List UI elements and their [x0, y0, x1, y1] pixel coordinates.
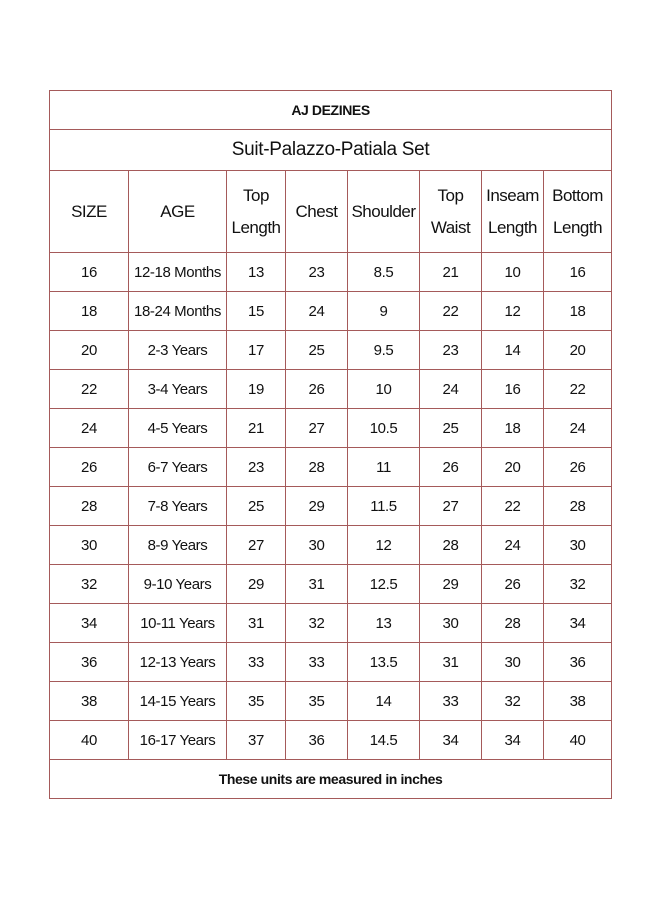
cell-age: 4-5 Years — [129, 409, 227, 448]
cell-shoulder: 8.5 — [348, 253, 420, 292]
cell-top-waist: 31 — [420, 643, 482, 682]
cell-top-waist: 28 — [420, 526, 482, 565]
cell-top-waist: 22 — [420, 292, 482, 331]
column-header-size — [50, 171, 129, 253]
column-header-line: Length — [488, 217, 537, 237]
cell-top-length: 29 — [227, 565, 286, 604]
table-row — [50, 643, 612, 682]
cell-age: 18-24 Months — [129, 292, 227, 331]
size-chart-table — [49, 90, 612, 799]
cell-bottom-length: 34 — [544, 604, 612, 643]
cell-age: 7-8 Years — [129, 487, 227, 526]
cell-shoulder: 12.5 — [348, 565, 420, 604]
cell-top-waist: 27 — [420, 487, 482, 526]
cell-size: 30 — [50, 526, 129, 565]
chart-subtitle: Suit-Palazzo-Patiala Set — [50, 130, 612, 171]
table-row — [50, 253, 612, 292]
cell-top-waist: 30 — [420, 604, 482, 643]
cell-bottom-length: 30 — [544, 526, 612, 565]
cell-shoulder: 11.5 — [348, 487, 420, 526]
cell-size: 40 — [50, 721, 129, 760]
column-header-line: Length — [553, 217, 603, 237]
column-header-line: SIZE — [71, 201, 107, 221]
cell-inseam-length: 32 — [482, 682, 544, 721]
cell-inseam-length: 22 — [482, 487, 544, 526]
cell-shoulder: 9 — [348, 292, 420, 331]
column-header-bottom-length — [544, 171, 612, 253]
cell-chest: 35 — [286, 682, 348, 721]
cell-age: 12-18 Months — [129, 253, 227, 292]
cell-size: 24 — [50, 409, 129, 448]
cell-chest: 32 — [286, 604, 348, 643]
cell-chest: 28 — [286, 448, 348, 487]
cell-shoulder: 13.5 — [348, 643, 420, 682]
column-header-shoulder — [348, 171, 420, 253]
column-header-line: Top — [243, 185, 269, 205]
cell-bottom-length: 16 — [544, 253, 612, 292]
cell-shoulder: 10 — [348, 370, 420, 409]
measurement-note: These units are measured in inches — [50, 760, 612, 799]
cell-age: 8-9 Years — [129, 526, 227, 565]
table-row — [50, 487, 612, 526]
cell-bottom-length: 22 — [544, 370, 612, 409]
cell-size: 38 — [50, 682, 129, 721]
column-header-top-length — [227, 171, 286, 253]
cell-shoulder: 14 — [348, 682, 420, 721]
cell-inseam-length: 24 — [482, 526, 544, 565]
cell-top-length: 23 — [227, 448, 286, 487]
cell-top-length: 13 — [227, 253, 286, 292]
column-header-chest — [286, 171, 348, 253]
cell-shoulder: 12 — [348, 526, 420, 565]
cell-shoulder: 10.5 — [348, 409, 420, 448]
table-row — [50, 448, 612, 487]
table-row — [50, 604, 612, 643]
cell-top-length: 25 — [227, 487, 286, 526]
cell-bottom-length: 18 — [544, 292, 612, 331]
cell-chest: 27 — [286, 409, 348, 448]
cell-age: 9-10 Years — [129, 565, 227, 604]
cell-top-length: 27 — [227, 526, 286, 565]
column-header-line: Inseam — [486, 185, 539, 205]
cell-chest: 36 — [286, 721, 348, 760]
cell-bottom-length: 26 — [544, 448, 612, 487]
cell-shoulder: 11 — [348, 448, 420, 487]
cell-shoulder: 9.5 — [348, 331, 420, 370]
column-header-line: Top — [437, 185, 464, 205]
cell-inseam-length: 18 — [482, 409, 544, 448]
cell-chest: 26 — [286, 370, 348, 409]
column-header-age — [129, 171, 227, 253]
cell-top-length: 19 — [227, 370, 286, 409]
cell-inseam-length: 26 — [482, 565, 544, 604]
column-header-line: AGE — [160, 201, 195, 221]
column-header-row — [50, 171, 612, 253]
cell-top-waist: 25 — [420, 409, 482, 448]
cell-top-waist: 23 — [420, 331, 482, 370]
cell-top-waist: 26 — [420, 448, 482, 487]
cell-chest: 24 — [286, 292, 348, 331]
cell-age: 6-7 Years — [129, 448, 227, 487]
cell-chest: 31 — [286, 565, 348, 604]
cell-chest: 23 — [286, 253, 348, 292]
cell-bottom-length: 38 — [544, 682, 612, 721]
cell-age: 16-17 Years — [129, 721, 227, 760]
cell-bottom-length: 40 — [544, 721, 612, 760]
cell-inseam-length: 14 — [482, 331, 544, 370]
column-header-line: Length — [231, 217, 281, 237]
table-row — [50, 682, 612, 721]
cell-chest: 25 — [286, 331, 348, 370]
cell-inseam-length: 16 — [482, 370, 544, 409]
cell-top-length: 33 — [227, 643, 286, 682]
cell-top-waist: 29 — [420, 565, 482, 604]
cell-size: 22 — [50, 370, 129, 409]
column-header-top-waist — [420, 171, 482, 253]
cell-inseam-length: 30 — [482, 643, 544, 682]
column-header-line: Shoulder — [351, 201, 416, 221]
cell-size: 32 — [50, 565, 129, 604]
cell-top-waist: 24 — [420, 370, 482, 409]
cell-bottom-length: 20 — [544, 331, 612, 370]
cell-chest: 30 — [286, 526, 348, 565]
cell-top-length: 15 — [227, 292, 286, 331]
cell-top-length: 31 — [227, 604, 286, 643]
cell-age: 3-4 Years — [129, 370, 227, 409]
cell-top-waist: 21 — [420, 253, 482, 292]
cell-top-waist: 34 — [420, 721, 482, 760]
cell-size: 28 — [50, 487, 129, 526]
cell-top-length: 35 — [227, 682, 286, 721]
cell-age: 2-3 Years — [129, 331, 227, 370]
column-header-inseam-length — [482, 171, 544, 253]
column-header-line: Chest — [295, 201, 338, 221]
cell-shoulder: 14.5 — [348, 721, 420, 760]
cell-size: 16 — [50, 253, 129, 292]
cell-top-length: 17 — [227, 331, 286, 370]
cell-top-length: 21 — [227, 409, 286, 448]
cell-shoulder: 13 — [348, 604, 420, 643]
cell-top-length: 37 — [227, 721, 286, 760]
brand-title: AJ DEZINES — [50, 91, 612, 130]
cell-age: 10-11 Years — [129, 604, 227, 643]
cell-chest: 29 — [286, 487, 348, 526]
cell-inseam-length: 20 — [482, 448, 544, 487]
table-row — [50, 292, 612, 331]
table-row — [50, 721, 612, 760]
cell-age: 14-15 Years — [129, 682, 227, 721]
cell-age: 12-13 Years — [129, 643, 227, 682]
cell-bottom-length: 28 — [544, 487, 612, 526]
cell-bottom-length: 36 — [544, 643, 612, 682]
cell-bottom-length: 24 — [544, 409, 612, 448]
column-header-line: Waist — [430, 217, 471, 237]
cell-chest: 33 — [286, 643, 348, 682]
table-row — [50, 331, 612, 370]
cell-size: 36 — [50, 643, 129, 682]
cell-size: 20 — [50, 331, 129, 370]
cell-size: 26 — [50, 448, 129, 487]
table-row — [50, 409, 612, 448]
cell-top-waist: 33 — [420, 682, 482, 721]
table-row — [50, 370, 612, 409]
table-row — [50, 526, 612, 565]
table-row — [50, 565, 612, 604]
cell-size: 34 — [50, 604, 129, 643]
cell-inseam-length: 12 — [482, 292, 544, 331]
column-header-line: Bottom — [552, 185, 603, 205]
cell-size: 18 — [50, 292, 129, 331]
cell-bottom-length: 32 — [544, 565, 612, 604]
cell-inseam-length: 10 — [482, 253, 544, 292]
cell-inseam-length: 34 — [482, 721, 544, 760]
cell-inseam-length: 28 — [482, 604, 544, 643]
